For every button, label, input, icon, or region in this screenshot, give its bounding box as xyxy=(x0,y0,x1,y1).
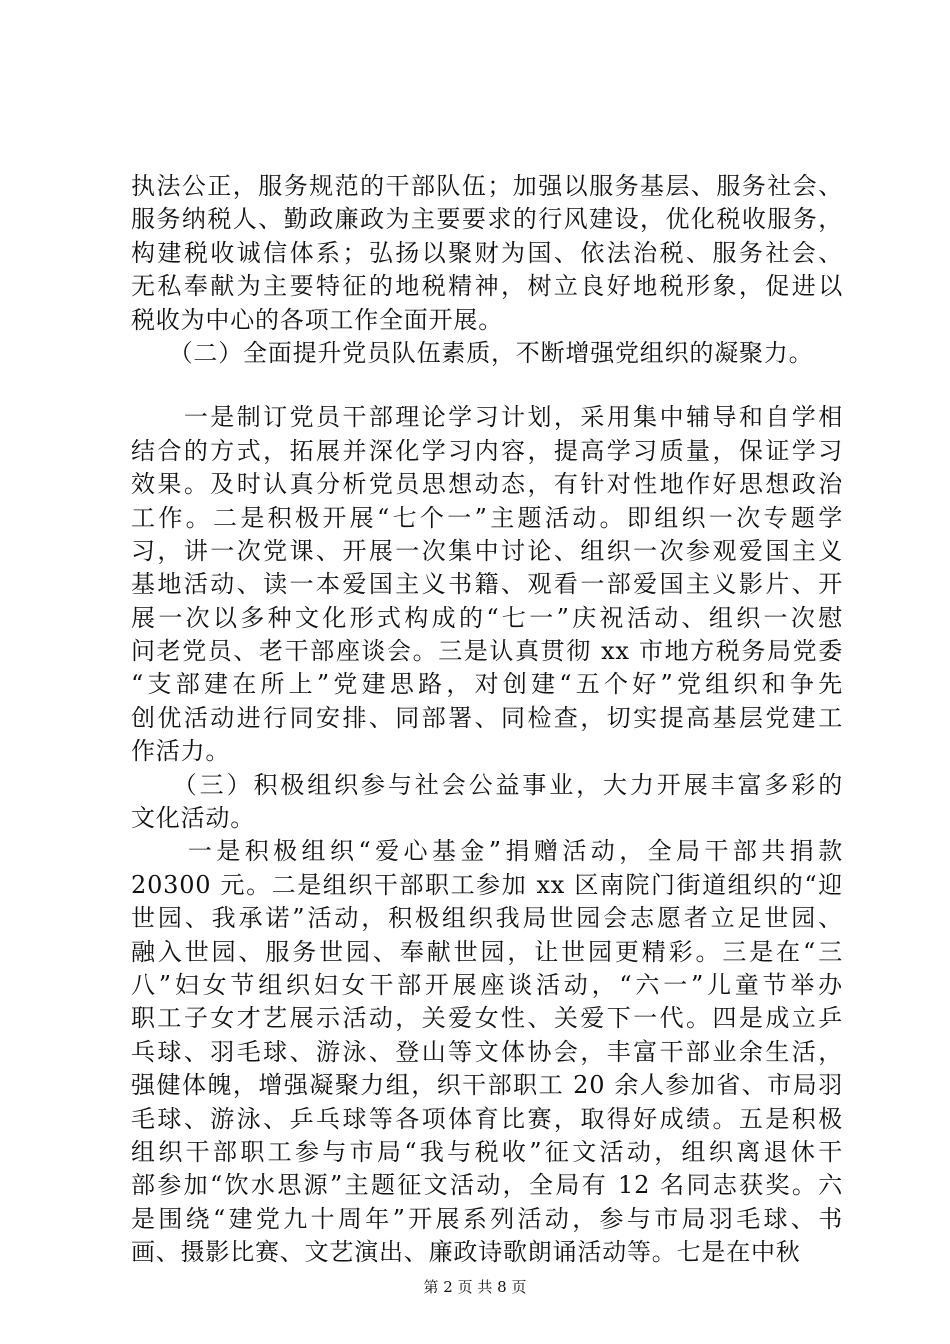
text-line: 文化活动。 xyxy=(131,804,255,833)
text-line: 毛球、游泳、乒乓球等各项体育比赛，取得好成绩。五是积极 xyxy=(131,1104,843,1133)
document-body xyxy=(131,170,843,1270)
text-line: 无私奉献为主要特征的地税精神，树立良好地税形象，促进以 xyxy=(131,272,843,301)
text-line: 一是制订党员干部理论学习计划，采用集中辅导和自学相 xyxy=(131,403,843,432)
text-line: 一是积极组织“爱心基金”捐赠活动，全局干部共捐款 xyxy=(131,837,843,866)
text-line: 强健体魄，增强凝聚力组，织干部职工 20 余人参加省、市局羽 xyxy=(131,1071,843,1100)
text-line: “支部建在所上”党建思路，对创建“五个好”党组织和争先 xyxy=(131,670,843,699)
text-line: 习，讲一次党课、开展一次集中讨论、组织一次参观爱国主义 xyxy=(131,536,843,565)
text-line: 服务纳税人、勤政廉政为主要要求的行风建设，优化税收服务， xyxy=(131,205,843,234)
text-line: 部参加“饮水思源”主题征文活动，全局有 12 名同志获奖。六 xyxy=(131,1171,843,1200)
text-line: 是围绕“建党九十周年”开展系列活动，参与市局羽毛球、书 xyxy=(131,1204,843,1233)
text-line: 工作。二是积极开展“七个一”主题活动。即组织一次专题学 xyxy=(131,503,843,532)
text-line: 执法公正，服务规范的干部队伍；加强以服务基层、服务社会、 xyxy=(131,172,843,200)
text-line: 问老党员、老干部座谈会。三是认真贯彻 xx 市地方税务局党委 xyxy=(131,637,843,666)
text-line: 效果。及时认真分析党员思想动态，有针对性地作好思想政治 xyxy=(131,470,843,499)
text-line: 职工子女才艺展示活动，关爱女性、关爱下一代。四是成立乒 xyxy=(131,1004,843,1033)
page-footer: 第 2 页 共 8 页 xyxy=(423,1278,527,1296)
text-line: 作活力。 xyxy=(131,737,231,766)
text-line: 构建税收诚信体系；弘扬以聚财为国、依法治税、服务社会、 xyxy=(131,238,843,267)
text-line: 展一次以多种文化形式构成的“七一”庆祝活动、组织一次慰 xyxy=(131,603,843,632)
paragraph-gap xyxy=(131,370,843,401)
text-line: 画、摄影比赛、文艺演出、廉政诗歌朗诵活动等。七是在中秋 xyxy=(131,1238,801,1267)
text-line: 创优活动进行同安排、同部署、同检查，切实提高基层党建工 xyxy=(131,703,843,732)
text-line: 融入世园、服务世园、奉献世园，让世园更精彩。三是在“三 xyxy=(131,937,843,966)
section-heading xyxy=(131,337,843,370)
text-line: 世园、我承诺”活动，积极组织我局世园会志愿者立足世园、 xyxy=(131,904,843,933)
paragraph xyxy=(131,835,843,1269)
text-line: 结合的方式，拓展并深化学习内容，提高学习质量，保证学习 xyxy=(131,436,843,465)
section-heading xyxy=(131,769,843,836)
text-line: 八”妇女节组织妇女干部开展座谈活动，“六一”儿童节举办 xyxy=(131,970,843,999)
text-line: （二）全面提升党员队伍素质，不断增强党组织的凝聚力。 xyxy=(131,338,814,367)
text-line: 20300 元。二是组织干部职工参加 xx 区南院门街道组织的“迎 xyxy=(131,870,843,899)
text-line: 税收为中心的各项工作全面开展。 xyxy=(131,305,503,334)
paragraph xyxy=(131,170,843,337)
text-line: 基地活动、读一本爱国主义书籍、观看一部爱国主义影片、开 xyxy=(131,570,843,599)
paragraph xyxy=(131,401,843,768)
text-line: （三）积极组织参与社会公益事业，大力开展丰富多彩的 xyxy=(131,770,843,799)
text-line: 组织干部职工参与市局“我与税收”征文活动，组织离退休干 xyxy=(131,1137,843,1166)
text-line: 乓球、羽毛球、游泳、登山等文体协会，丰富干部业余生活， xyxy=(131,1037,843,1066)
